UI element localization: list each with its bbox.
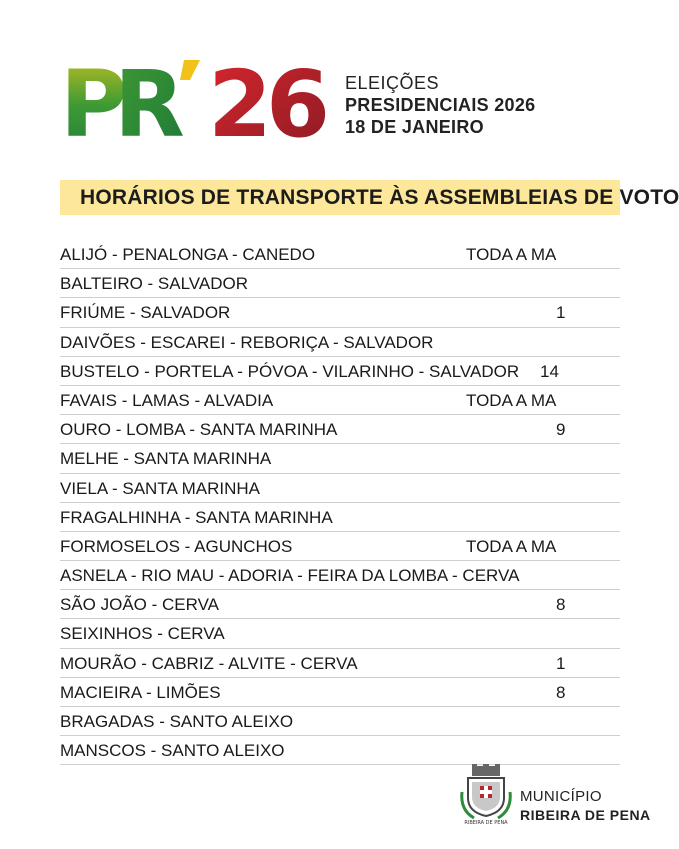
municipality-footer (458, 762, 651, 832)
route-row (60, 386, 620, 415)
route-name: FRIÚME - SALVADOR (60, 303, 231, 323)
route-row (60, 561, 620, 590)
route-name: BRAGADAS - SANTO ALEIXO (60, 712, 294, 731)
route-name: MELHE - SANTA MARINHA (60, 449, 272, 469)
route-row (60, 298, 620, 327)
subtitle-line1: ELEIÇÕES (345, 73, 440, 93)
route-name: MACIEIRA - LIMÕES (60, 682, 221, 702)
route-name: BUSTELO - PORTELA - PÓVOA - VILARINHO - SALVADOR (60, 361, 520, 381)
route-time: TODA A MA (466, 245, 557, 264)
route-name: FORMOSELOS - AGUNCHOS (60, 536, 293, 556)
svg-text:P: P (60, 51, 124, 158)
pr26-logo (60, 51, 340, 158)
route-row (60, 590, 620, 619)
route-time: 9 (556, 420, 566, 440)
municipal-crest-icon (458, 764, 514, 826)
route-row (60, 707, 620, 736)
route-name: FRAGALHINHA - SANTA MARINHA (60, 507, 333, 527)
route-time: TODA A MA (466, 390, 557, 410)
route-time: 14 (540, 361, 559, 381)
route-time: 1 (556, 303, 566, 323)
route-name: SEIXINHOS - CERVA (60, 624, 225, 644)
route-row (60, 357, 620, 386)
route-row (60, 619, 620, 648)
municipality-line2: RIBEIRA DE PENA (520, 807, 651, 823)
subtitle-line3: 18 DE JANEIRO (345, 117, 484, 137)
banner-title: HORÁRIOS DE TRANSPORTE ÀS ASSEMBLEIAS DE VOTO (80, 186, 679, 209)
route-row (60, 678, 620, 707)
svg-text:26: 26 (208, 51, 325, 158)
route-table (60, 240, 620, 765)
route-time: 1 (556, 653, 566, 673)
route-row (60, 415, 620, 444)
crest-text: RIBEIRA DE PENA (464, 820, 508, 826)
schedule-banner (60, 180, 679, 215)
route-name: MOURÃO - CABRIZ - ALVITE - CERVA (60, 653, 358, 673)
election-header (0, 0, 600, 170)
route-row (60, 736, 620, 765)
route-name: FAVAIS - LAMAS - ALVADIA (60, 390, 274, 410)
route-row (60, 474, 620, 503)
svg-text:R: R (114, 51, 181, 158)
route-name: OURO - LOMBA - SANTA MARINHA (60, 420, 338, 440)
route-time: TODA A MA (466, 536, 557, 556)
route-name: VIELA - SANTA MARINHA (60, 478, 260, 498)
route-name: SÃO JOÃO - CERVA (60, 595, 220, 615)
route-row (60, 269, 620, 298)
municipality-line1: MUNICÍPIO (520, 788, 602, 805)
route-time: 8 (556, 595, 566, 615)
route-name: BALTEIRO - SALVADOR (60, 274, 248, 294)
route-name: DAIVÕES - ESCAREI - REBORIÇA - SALVADOR (60, 332, 434, 352)
route-time: 8 (556, 682, 566, 702)
route-row (60, 649, 620, 678)
route-name: MANSCOS - SANTO ALEIXO (60, 741, 285, 761)
route-name: ASNELA - RIO MAU - ADORIA - FEIRA DA LOMBA - CERVA (60, 566, 520, 586)
route-row (60, 532, 620, 561)
route-row (60, 503, 620, 532)
route-row (60, 240, 620, 269)
election-subtitle (345, 72, 535, 138)
route-row (60, 444, 620, 473)
subtitle-line2: PRESIDENCIAIS 2026 (345, 95, 536, 115)
route-row (60, 328, 620, 357)
route-name: ALIJÓ - PENALONGA - CANEDO (60, 245, 316, 264)
